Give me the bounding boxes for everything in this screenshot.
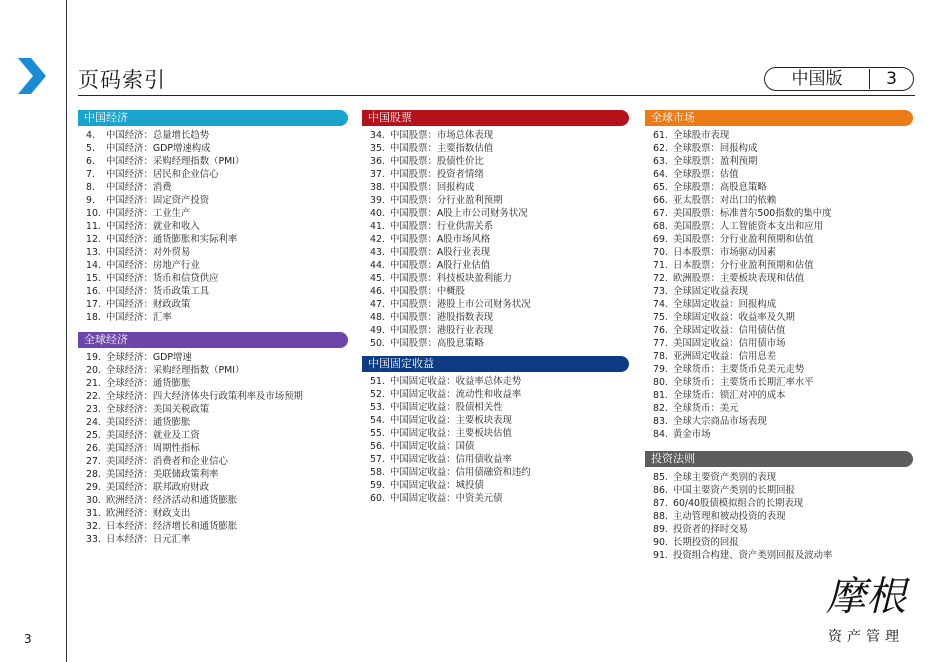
index-entry[interactable] [86,416,303,429]
entry-page-number: 38. [370,182,385,193]
entry-label: 中国经济：通货膨胀和实际利率 [106,234,238,245]
entry-page-number: 64. [653,169,668,180]
entry-page-number: 86. [653,485,668,496]
entry-label: 欧洲股票：主要板块表现和估值 [673,273,805,284]
entry-label: 主动管理和被动投资的表现 [673,511,786,522]
index-entry[interactable] [370,142,531,155]
entry-page-number: 16. [86,286,101,297]
entry-label: 中国固定收益：股债相关性 [390,402,503,413]
entry-page-number: 57. [370,454,385,465]
entry-page-number: 12. [86,234,101,245]
entry-page-number: 83. [653,416,668,427]
entry-page-number: 66. [653,195,668,206]
entry-page-number: 40. [370,208,385,219]
entry-page-number: 29. [86,482,101,493]
entry-page-number: 27. [86,456,101,467]
entry-page-number: 51. [370,376,385,387]
entry-page-number: 76. [653,325,668,336]
index-entry[interactable] [370,337,531,350]
entry-page-number: 20. [86,365,101,376]
entry-label: 60/40股债模拟组合的长期表现 [673,498,804,509]
index-entry[interactable] [653,510,832,523]
index-entry[interactable] [653,523,832,536]
logo-mark: 摩根 [826,574,906,620]
entry-page-number: 60. [370,493,385,504]
entry-label: 美国固定收益：信用债市场 [673,338,786,349]
index-entry[interactable] [86,481,303,494]
entry-page-number: 49. [370,325,385,336]
entry-page-number: 42. [370,234,385,245]
entry-label: 欧洲经济：经济活动和通货膨胀 [106,495,238,506]
section-header-china-fixed-income: 中国固定收益 [362,356,629,372]
entry-page-number: 90. [653,537,668,548]
entry-label: 中国经济：货币和信贷供应 [106,273,219,284]
entry-label: 亚太股票：对出口的依赖 [673,195,777,206]
entry-page-number: 81. [653,390,668,401]
entry-page-number: 69. [653,234,668,245]
entry-page-number: 39. [370,195,385,206]
index-entry[interactable] [370,207,531,220]
entry-label: 中国股票：投资者情绪 [390,169,484,180]
footer-page-number: 3 [24,632,32,646]
index-entry[interactable] [370,259,531,272]
entry-page-number: 85. [653,472,668,483]
index-entry[interactable] [370,272,531,285]
entry-label: 中国固定收益：收益率总体走势 [390,376,522,387]
index-entry[interactable] [653,233,832,246]
index-entry[interactable] [653,402,832,415]
entry-page-number: 8. [86,182,95,193]
entry-label: 中国固定收益：国债 [390,441,475,452]
entry-label: 美国经济：就业及工资 [106,430,200,441]
entry-label: 全球股票：盈利预期 [673,156,758,167]
entry-label: 中国经济：对外贸易 [106,247,191,258]
entry-page-number: 37. [370,169,385,180]
entry-label: 日本股票：分行业盈利预期和估值 [673,260,814,271]
index-entry[interactable] [653,129,832,142]
entry-page-number: 24. [86,417,101,428]
entry-label: 美国股票：标准普尔500指数的集中度 [673,208,832,219]
entry-page-number: 67. [653,208,668,219]
entry-label: 中国固定收益：信用债收益率 [390,454,512,465]
index-entry[interactable] [370,453,531,466]
index-entry[interactable] [653,428,832,441]
entry-page-number: 36. [370,156,385,167]
index-entry[interactable] [86,455,303,468]
entry-label: 中国股票：回报构成 [390,182,475,193]
index-entry[interactable] [370,168,531,181]
index-entry[interactable] [653,324,832,337]
index-entry[interactable] [653,155,832,168]
entry-page-number: 56. [370,441,385,452]
entry-label: 美国经济：美联储政策利率 [106,469,219,480]
index-entry[interactable] [86,403,303,416]
entry-page-number: 78. [653,351,668,362]
entry-label: 中国固定收益：主要板块表现 [390,415,512,426]
index-entry[interactable] [86,520,303,533]
index-entry[interactable] [653,259,832,272]
index-entry[interactable] [370,311,531,324]
entry-page-number: 61. [653,130,668,141]
entry-page-number: 32. [86,521,101,532]
index-entry[interactable] [370,479,531,492]
section-list-global-economy [86,351,303,546]
entry-label: 欧洲经济：财政支出 [106,508,191,519]
index-entry[interactable] [86,298,244,311]
index-entry[interactable] [370,401,531,414]
entry-label: 全球股票：回报构成 [673,143,758,154]
index-entry[interactable] [86,390,303,403]
entry-label: 中国股票：市场总体表现 [390,130,494,141]
entry-page-number: 19. [86,352,101,363]
entry-label: 中国股票：A股行业估值 [390,260,491,271]
entry-page-number: 13. [86,247,101,258]
index-entry[interactable] [86,364,303,377]
entry-label: 全球股市表现 [673,130,730,141]
index-entry[interactable] [86,377,303,390]
index-entry[interactable] [653,497,832,510]
index-entry[interactable] [86,429,303,442]
index-entry[interactable] [370,181,531,194]
entry-page-number: 23. [86,404,101,415]
entry-page-number: 80. [653,377,668,388]
entry-label: 全球货币：主要货币长期汇率水平 [673,377,814,388]
entry-label: 全球固定收益：收益率及久期 [673,312,795,323]
index-entry[interactable] [86,351,303,364]
entry-label: 美国股票：分行业盈利预期和估值 [673,234,814,245]
entry-page-number: 84. [653,429,668,440]
entry-label: 全球固定收益表现 [673,286,749,297]
entry-label: 美国经济：消费者和企业信心 [106,456,228,467]
entry-page-number: 82. [653,403,668,414]
edition-label: 中国版 [765,69,870,89]
logo-text: 资产管理 [828,629,904,645]
entry-page-number: 5. [86,143,95,154]
entry-label: 中国股票：A股上市公司财务状况 [390,208,528,219]
entry-label: 中国经济：工业生产 [106,208,191,219]
section-header-china-economy: 中国经济 [78,110,348,126]
entry-page-number: 22. [86,391,101,402]
entry-label: 中国固定收益：主要板块估值 [390,428,512,439]
index-entry[interactable] [86,142,244,155]
index-entry[interactable] [653,194,832,207]
entry-page-number: 88. [653,511,668,522]
index-entry[interactable] [653,207,832,220]
entry-label: 中国主要资产类别的长期回报 [673,485,795,496]
entry-label: 中国股票：行业供需关系 [390,221,494,232]
entry-page-number: 41. [370,221,385,232]
entry-label: 中国股票：分行业盈利预期 [390,195,503,206]
section-header-global-economy: 全球经济 [78,332,348,348]
index-entry[interactable] [86,259,244,272]
index-entry[interactable] [653,220,832,233]
left-margin-rule [66,0,67,662]
entry-page-number: 25. [86,430,101,441]
index-entry[interactable] [86,311,244,324]
chevron-right-icon [14,56,48,96]
entry-label: 全球经济：GDP增速 [106,352,192,363]
entry-page-number: 28. [86,469,101,480]
entry-label: 中国股票：A股市场风格 [390,234,491,245]
entry-label: 中国固定收益：中资美元债 [390,493,503,504]
entry-label: 日本股票：市场驱动因素 [673,247,777,258]
title-divider [78,95,915,96]
entry-label: 黄金市场 [673,429,711,440]
entry-page-number: 73. [653,286,668,297]
index-entry[interactable] [653,337,832,350]
entry-page-number: 35. [370,143,385,154]
entry-label: 全球经济：采购经理指数（PMI） [106,365,245,376]
entry-label: 中国股票：港股上市公司财务状况 [390,299,531,310]
entry-page-number: 14. [86,260,101,271]
entry-label: 中国经济：财政政策 [106,299,191,310]
entry-page-number: 63. [653,156,668,167]
entry-page-number: 31. [86,508,101,519]
entry-label: 中国固定收益：城投债 [390,480,484,491]
index-entry[interactable] [653,181,832,194]
entry-label: 中国股票：高股息策略 [390,338,484,349]
entry-label: 美国经济：联邦政府财政 [106,482,210,493]
entry-page-number: 54. [370,415,385,426]
entry-label: 全球主要资产类别的表现 [673,472,777,483]
entry-page-number: 30. [86,495,101,506]
entry-label: 全球经济：美国关税政策 [106,404,210,415]
index-entry[interactable] [86,155,244,168]
index-entry[interactable] [86,272,244,285]
index-entry[interactable] [370,324,531,337]
entry-page-number: 33. [86,534,101,545]
index-entry[interactable] [370,414,531,427]
entry-label: 全球固定收益：信用债估值 [673,325,786,336]
entry-label: 中国经济：总量增长趋势 [106,130,210,141]
entry-label: 中国经济：房地产行业 [106,260,200,271]
entry-page-number: 68. [653,221,668,232]
entry-page-number: 75. [653,312,668,323]
index-entry[interactable] [653,415,832,428]
entry-page-number: 26. [86,443,101,454]
entry-label: 中国经济：就业和收入 [106,221,200,232]
index-entry[interactable] [653,142,832,155]
entry-label: 全球经济：通货膨胀 [106,378,191,389]
entry-label: 中国经济：居民和企业信心 [106,169,219,180]
index-entry[interactable] [86,207,244,220]
index-entry[interactable] [370,375,531,388]
index-entry[interactable] [370,427,531,440]
entry-page-number: 91. [653,550,668,561]
section-header-global-market: 全球市场 [645,110,913,126]
index-entry[interactable] [653,363,832,376]
entry-label: 中国经济：汇率 [106,312,172,323]
index-entry[interactable] [370,129,531,142]
index-entry[interactable] [86,468,303,481]
section-list-china-economy [86,129,244,324]
index-entry[interactable] [86,533,303,546]
index-entry[interactable] [653,285,832,298]
index-entry[interactable] [86,129,244,142]
entry-page-number: 44. [370,260,385,271]
entry-label: 日本经济：日元汇率 [106,534,191,545]
entry-label: 投资者的择时交易 [673,524,749,535]
entry-page-number: 53. [370,402,385,413]
entry-page-number: 15. [86,273,101,284]
index-entry[interactable] [653,376,832,389]
index-entry[interactable] [653,311,832,324]
index-entry[interactable] [86,285,244,298]
page-title: 页码索引 [78,68,166,92]
index-entry[interactable] [370,440,531,453]
entry-label: 中国经济：货币政策工具 [106,286,210,297]
index-entry[interactable] [86,233,244,246]
index-entry[interactable] [653,484,832,497]
entry-page-number: 58. [370,467,385,478]
index-entry[interactable] [653,350,832,363]
index-entry[interactable] [653,549,832,562]
section-list-global-market [653,129,832,441]
entry-page-number: 10. [86,208,101,219]
entry-label: 全球股票：高股息策略 [673,182,767,193]
entry-page-number: 7. [86,169,95,180]
entry-page-number: 18. [86,312,101,323]
index-entry[interactable] [370,233,531,246]
index-entry[interactable] [370,194,531,207]
entry-label: 长期投资的回报 [673,537,739,548]
entry-page-number: 46. [370,286,385,297]
entry-label: 中国经济：固定资产投资 [106,195,210,206]
edition-badge [764,67,914,91]
entry-label: 亚洲固定收益：信用息差 [673,351,777,362]
section-header-investment-principles: 投资法则 [645,451,913,467]
entry-page-number: 4. [86,130,95,141]
index-entry[interactable] [370,388,531,401]
entry-page-number: 74. [653,299,668,310]
entry-label: 全球大宗商品市场表现 [673,416,767,427]
entry-page-number: 17. [86,299,101,310]
entry-label: 中国固定收益：信用债融资和违约 [390,467,531,478]
entry-label: 全球货币：锁汇对冲的成本 [673,390,786,401]
page-number: 3 [886,69,897,89]
index-entry[interactable] [653,536,832,549]
section-header-china-equity: 中国股票 [362,110,629,126]
entry-page-number: 9. [86,195,95,206]
index-entry[interactable] [370,155,531,168]
entry-label: 中国经济：GDP增速构成 [106,143,211,154]
index-entry[interactable] [86,168,244,181]
entry-label: 美国经济：周期性指标 [106,443,200,454]
index-entry[interactable] [86,494,303,507]
entry-page-number: 77. [653,338,668,349]
entry-page-number: 79. [653,364,668,375]
entry-label: 中国股票：股债性价比 [390,156,484,167]
index-entry[interactable] [370,246,531,259]
index-entry[interactable] [370,492,531,505]
section-list-china-fixed-income [370,375,531,505]
entry-page-number: 55. [370,428,385,439]
index-entry[interactable] [653,168,832,181]
entry-label: 美国经济：通货膨胀 [106,417,191,428]
index-entry[interactable] [86,246,244,259]
index-entry[interactable] [86,442,303,455]
entry-page-number: 71. [653,260,668,271]
entry-label: 中国经济：采购经理指数（PMI） [106,156,245,167]
entry-label: 全球货币：主要货币兑美元走势 [673,364,805,375]
entry-page-number: 21. [86,378,101,389]
entry-page-number: 59. [370,480,385,491]
entry-page-number: 43. [370,247,385,258]
entry-label: 日本经济：经济增长和通货膨胀 [106,521,238,532]
entry-page-number: 50. [370,338,385,349]
entry-label: 全球货币：美元 [673,403,739,414]
index-entry[interactable] [86,507,303,520]
entry-page-number: 48. [370,312,385,323]
entry-page-number: 72. [653,273,668,284]
entry-page-number: 89. [653,524,668,535]
entry-label: 全球固定收益：回报构成 [673,299,777,310]
index-entry[interactable] [370,298,531,311]
entry-page-number: 11. [86,221,101,232]
entry-label: 中国股票：港股指数表现 [390,312,494,323]
entry-label: 全球股票：估值 [673,169,739,180]
entry-page-number: 47. [370,299,385,310]
entry-page-number: 52. [370,389,385,400]
entry-page-number: 6. [86,156,95,167]
index-entry[interactable] [653,246,832,259]
entry-page-number: 34. [370,130,385,141]
entry-label: 美国股票：人工智能资本支出和应用 [673,221,824,232]
index-entry[interactable] [86,220,244,233]
index-entry[interactable] [370,466,531,479]
entry-label: 中国股票：中概股 [390,286,466,297]
index-entry[interactable] [653,389,832,402]
index-entry[interactable] [370,285,531,298]
entry-label: 中国股票：科技板块盈利能力 [390,273,512,284]
entry-page-number: 65. [653,182,668,193]
index-entry[interactable] [653,298,832,311]
index-entry[interactable] [370,220,531,233]
index-entry[interactable] [86,194,244,207]
index-entry[interactable] [653,272,832,285]
entry-page-number: 62. [653,143,668,154]
entry-label: 中国股票：主要指数估值 [390,143,494,154]
entry-label: 全球经济：四大经济体央行政策利率及市场预期 [106,391,303,402]
section-list-china-equity [370,129,531,350]
entry-label: 中国固定收益：流动性和收益率 [390,389,522,400]
section-list-investment-principles [653,471,832,562]
index-entry[interactable] [653,471,832,484]
company-logo [818,570,914,620]
entry-label: 中国股票：港股行业表现 [390,325,494,336]
index-entry[interactable] [86,181,244,194]
entry-label: 中国经济：消费 [106,182,172,193]
entry-label: 投资组合构建、资产类别回报及波动率 [673,550,833,561]
entry-page-number: 45. [370,273,385,284]
entry-page-number: 70. [653,247,668,258]
entry-page-number: 87. [653,498,668,509]
entry-label: 中国股票：A股行业表现 [390,247,491,258]
